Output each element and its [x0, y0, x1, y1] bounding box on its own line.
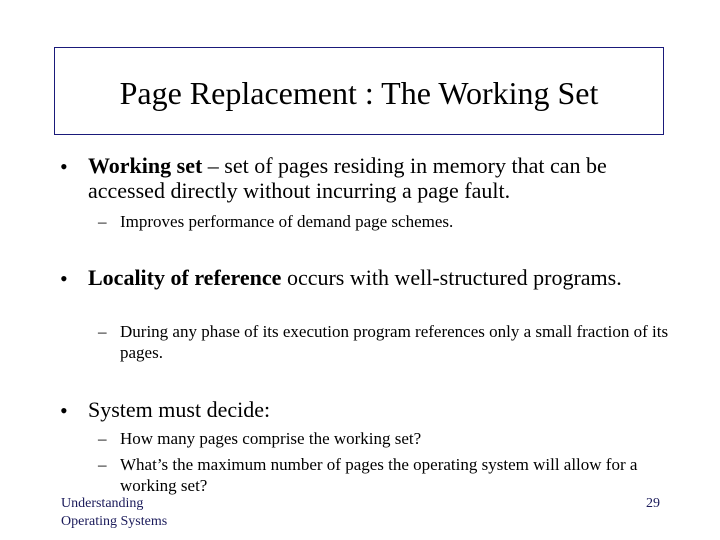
bullet-bold-term: Locality of reference — [88, 265, 282, 290]
title-box — [54, 47, 664, 135]
footer-line: Understanding — [61, 496, 144, 511]
sub-bullet-marker: – — [98, 212, 107, 231]
bullet-body: – set of pages residing in memory that can be accessed directly without incurring a page fault. — [88, 153, 607, 203]
bullet-bold-term: Working set — [88, 153, 203, 178]
bullet-system-decide — [88, 397, 678, 422]
sub-bullet-marker: – — [98, 322, 107, 341]
bullet-marker: • — [60, 154, 68, 179]
sub-bullet-text: Improves performance of demand page schemes. — [120, 212, 454, 231]
footer-line: Operating Systems — [61, 514, 168, 529]
sub-bullet-marker: – — [98, 455, 107, 474]
bullet-marker: • — [60, 398, 68, 423]
footer-course-name — [61, 495, 167, 531]
bullet-body: occurs with well-structured programs. — [281, 265, 622, 290]
bullet-body: System must decide: — [88, 397, 271, 422]
bullet-working-set — [88, 153, 678, 203]
sub-bullet-marker: – — [98, 429, 107, 448]
sub-bullet-text: How many pages comprise the working set? — [120, 429, 422, 448]
page-number: 29 — [646, 496, 660, 511]
sub-bullet-text: During any phase of its execution program references only a small fraction of its pages. — [120, 322, 669, 362]
sub-bullet-text: What’s the maximum number of pages the operating system will allow for a working set? — [120, 455, 638, 495]
slide-title: Page Replacement : The Working Set — [119, 75, 599, 111]
bullet-marker: • — [60, 266, 68, 291]
bullet-locality — [88, 265, 678, 290]
